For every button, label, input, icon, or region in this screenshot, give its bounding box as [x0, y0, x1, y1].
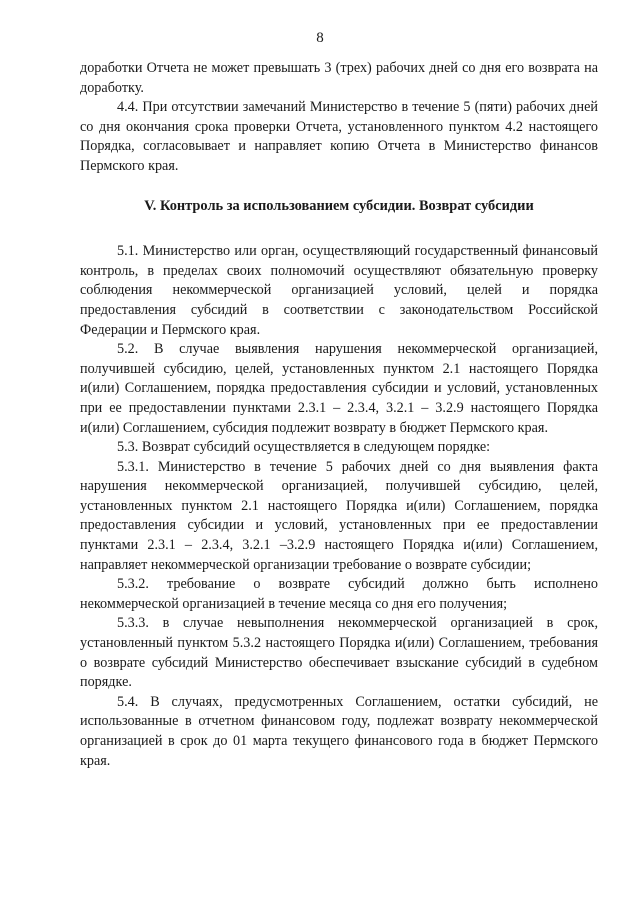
- paragraph-5-3-1: 5.3.1. Министерство в течение 5 рабочих дней со дня выявления факта нарушения некоммерческой организацией, получившей субсидию, целей, установленных пунктом 2.1 настоящего Порядка и(или) Соглашением, порядка предоставления субсидии и условий, установленных при ее предоставлении пунктами 2.3.1 – 2.3.4, 3.2.1 –3.2.9 настоящего Порядка и(или) Соглашением, направляет некоммерческой организации требование о возврате субсидии;: [80, 458, 598, 573]
- continuation-paragraph: доработки Отчета не может превышать 3 (трех) рабочих дней со дня его возврата на доработку.: [80, 60, 598, 96]
- document-body: [80, 59, 598, 771]
- page-number: 8: [316, 30, 324, 46]
- paragraph-5-3: 5.3. Возврат субсидий осуществляется в следующем порядке:: [117, 439, 491, 456]
- paragraph-5-2: 5.2. В случае выявления нарушения некоммерческой организацией, получившей субсидию, целей, установленных пунктом 2.1 настоящего Порядка и(или) Соглашением, порядка предоставления субсидии и условий, установленных при ее предоставлении пунктами 2.3.1 – 2.3.4, 3.2.1 – 3.2.9 настоящего Порядка и(или) Соглашением, субсидия подлежит возврату в бюджет Пермского края.: [80, 341, 598, 436]
- paragraph-5-3-3: 5.3.3. в случае невыполнения некоммерческой организацией в срок, установленный пунктом 5.3.2 настоящего Порядка и(или) Соглашением, требования о возврате субсидий Министерство обеспечивает взыскание субсидий в судебном порядке.: [80, 615, 598, 691]
- paragraph-5-4: 5.4. В случаях, предусмотренных Соглашением, остатки субсидий, не использованные в отчетном финансовом году, подлежат возврату некоммерческой организацией в срок до 01 марта текущего финансового года в бюджет Пермского края.: [80, 693, 598, 769]
- paragraph-5-3-2: 5.3.2. требование о возврате субсидий должно быть исполнено некоммерческой организацией в течение месяца со дня его получения;: [80, 576, 598, 612]
- paragraph-4-4: 4.4. При отсутствии замечаний Министерство в течение 5 (пяти) рабочих дней со дня окончания срока проверки Отчета, установленного пунктом 4.2 настоящего Порядка, согласовывает и направляет копию Отчета в Министерство финансов Пермского края.: [80, 99, 598, 174]
- paragraph-5-1: 5.1. Министерство или орган, осуществляющий государственный финансовый контроль, в пределах своих полномочий осуществляют обязательную проверку соблюдения некоммерческой организацией условий, целей и порядка предоставления субсидий в соответствии с законодательством Российской Федерации и Пермского края.: [80, 243, 598, 338]
- section-heading: V. Контроль за использованием субсидии. Возврат субсидии: [144, 197, 534, 214]
